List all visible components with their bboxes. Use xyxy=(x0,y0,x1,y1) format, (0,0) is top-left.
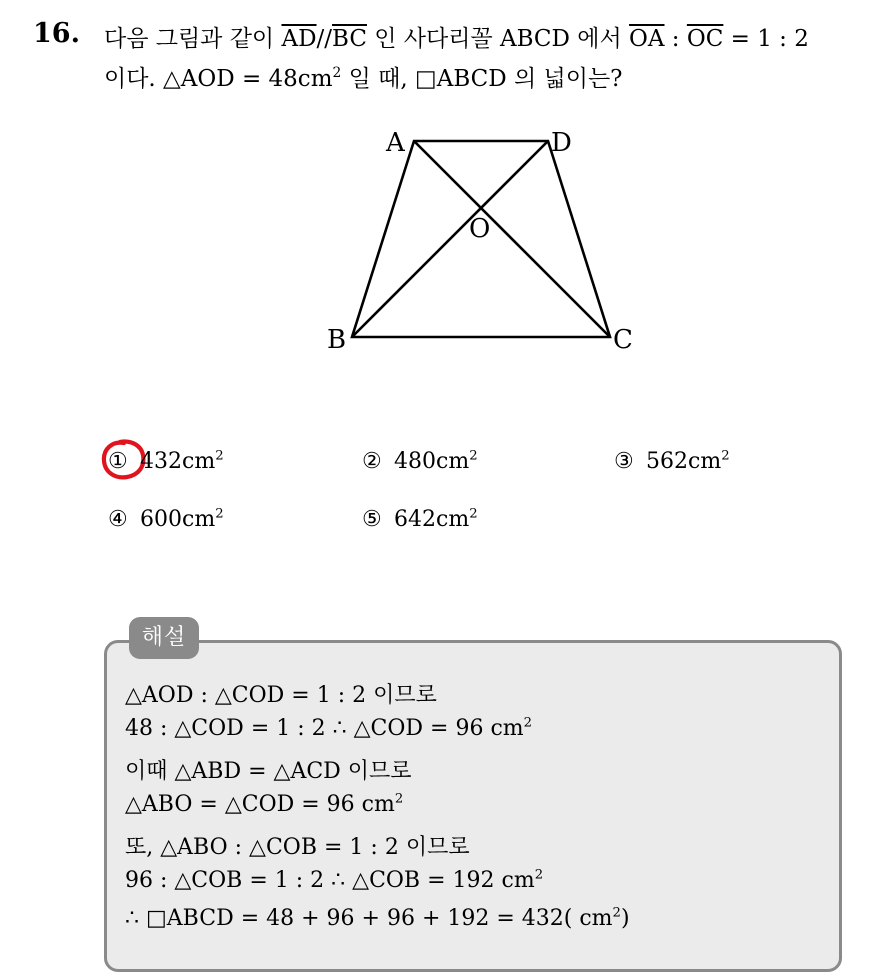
choice-5-number: ⑤ xyxy=(362,507,382,532)
diagonal-bd xyxy=(352,141,548,337)
solution-line-1: △AOD : △COD = 1 : 2 이므로 xyxy=(125,683,437,708)
superscript: 2 xyxy=(394,791,404,807)
choice-3-value: 562cm xyxy=(646,449,722,474)
intersection-label-o: O xyxy=(469,214,491,244)
vertex-label-d: D xyxy=(551,128,572,158)
solution-line-3: 이때 △ABD = △ACD 이므로 xyxy=(125,759,412,784)
solution-line-7 xyxy=(125,906,630,931)
vertex-label-c: C xyxy=(613,325,633,355)
superscript: 2 xyxy=(523,715,533,731)
superscript: 2 xyxy=(469,448,478,464)
segment-oc: $\overline{OC}$ xyxy=(686,26,724,52)
superscript: 2 xyxy=(215,506,224,522)
choice-2-number: ② xyxy=(362,449,382,474)
ratio-colon: : xyxy=(664,26,687,52)
question-number: 16. xyxy=(33,18,80,49)
choice-1[interactable] xyxy=(108,449,224,474)
question-text: 다음 그림과 같이 xyxy=(104,26,282,52)
superscript: 2 xyxy=(534,867,544,883)
choice-5[interactable] xyxy=(362,507,478,532)
parallel-symbol: // xyxy=(316,26,333,52)
trapezoid-diagram xyxy=(318,120,648,360)
choice-2-value: 480cm xyxy=(394,449,470,474)
solution-line-4 xyxy=(125,792,403,817)
question-text: 이다. △AOD = 48cm xyxy=(104,66,333,92)
superscript: 2 xyxy=(612,905,621,921)
choice-4[interactable] xyxy=(108,507,224,532)
segment-ad: $\overline{AD}$ xyxy=(281,26,317,52)
solution-text: △ABO = △COD = 96 cm xyxy=(125,792,395,817)
choice-3-number: ③ xyxy=(614,449,634,474)
choice-2[interactable] xyxy=(362,449,478,474)
trapezoid-figure xyxy=(318,120,648,360)
solution-text: ∴ □ABCD = 48 + 96 + 96 + 192 = 432( cm xyxy=(125,906,613,931)
solution-line-6 xyxy=(125,868,543,893)
question-text-line-1 xyxy=(104,20,809,53)
superscript: 2 xyxy=(721,448,730,464)
superscript: 2 xyxy=(332,65,342,82)
choice-4-number: ④ xyxy=(108,507,128,532)
question-text: 일 때, □ABCD 의 넓이는? xyxy=(341,66,623,92)
segment-oa: $\overline{OA}$ xyxy=(629,26,665,52)
solution-text: 48 : △COD = 1 : 2 ∴ △COD = 96 cm xyxy=(125,716,524,741)
choice-3[interactable] xyxy=(614,449,730,474)
choice-1-number: ① xyxy=(108,449,128,474)
segment-bc: $\overline{BC}$ xyxy=(332,26,367,52)
vertex-label-b: B xyxy=(327,325,347,355)
question-text: 인 사다리꼴 ABCD 에서 xyxy=(366,26,630,52)
solution-tag: 해설 xyxy=(129,617,199,659)
solution-text: 96 : △COB = 1 : 2 ∴ △COB = 192 cm xyxy=(125,868,535,893)
superscript: 2 xyxy=(469,506,478,522)
solution-line-2 xyxy=(125,716,532,741)
diagonal-ac xyxy=(414,141,610,337)
solution-text: ) xyxy=(620,906,630,931)
choice-4-value: 600cm xyxy=(140,507,216,532)
vertex-label-a: A xyxy=(386,128,405,158)
question-text-line-2 xyxy=(104,60,623,93)
solution-line-5: 또, △ABO : △COB = 1 : 2 이므로 xyxy=(125,835,470,860)
choice-1-value: 432cm xyxy=(140,449,216,474)
ratio-value: = 1 : 2 xyxy=(723,26,809,52)
superscript: 2 xyxy=(215,448,224,464)
choice-5-value: 642cm xyxy=(394,507,470,532)
